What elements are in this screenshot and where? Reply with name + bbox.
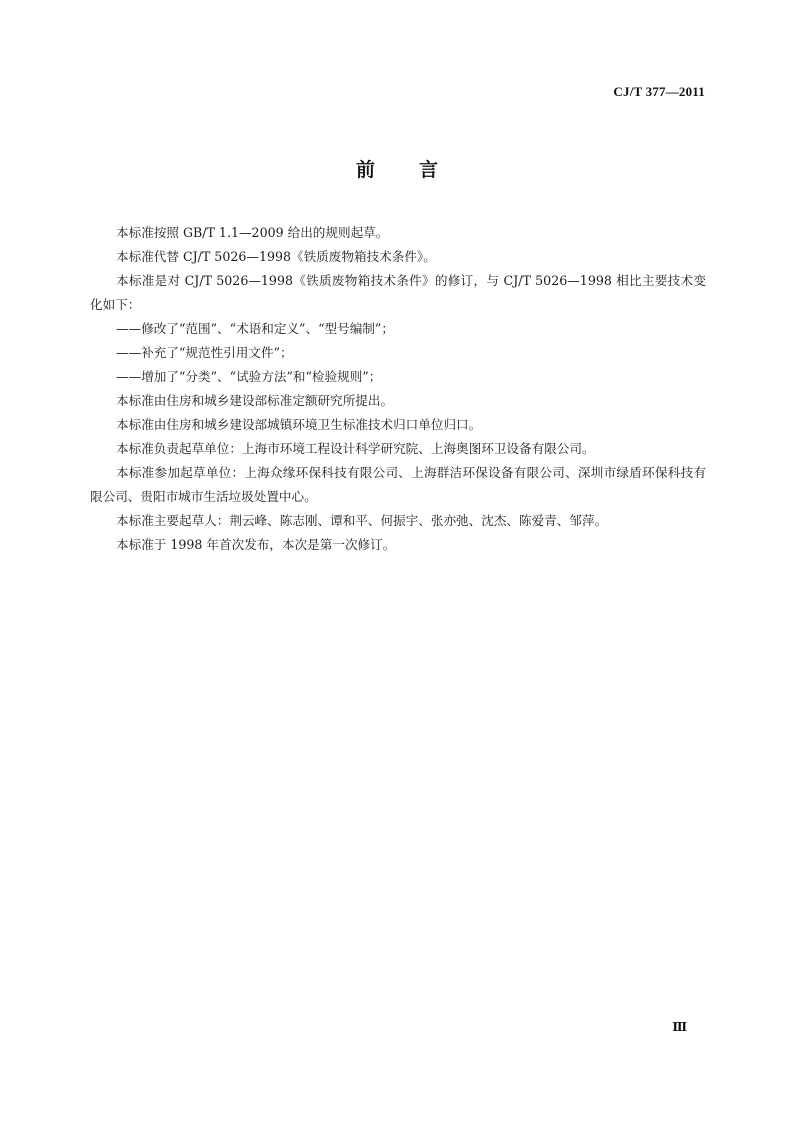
- paragraph-proposed-by: 本标准由住房和城乡建设部标准定额研究所提出。: [116, 393, 394, 408]
- paragraph-revision-summary: 本标准是对 CJ/T 5026—1998《铁质废物箱技术条件》的修订，与 CJ/T 5026—1998 相比主要技术变化如下：: [90, 273, 706, 312]
- list-item-added: ——增加了“分类”、“试验方法”和“检验规则”；: [116, 369, 382, 384]
- page-number: Ⅲ: [672, 1020, 687, 1034]
- paragraph-main-authors: 本标准主要起草人：荆云峰、陈志刚、谭和平、何振宇、张亦弛、沈杰、陈爱青、邹萍。: [116, 513, 608, 528]
- page-title: 前言: [355, 159, 482, 181]
- paragraph-publication-history: 本标准于 1998 年首次发布，本次是第一次修订。: [116, 537, 396, 552]
- paragraph-drafting-rules: 本标准按照 GB/T 1.1—2009 给出的规则起草。: [116, 225, 389, 240]
- list-item-supplemented: ——补充了“规范性引用文件”；: [116, 345, 293, 360]
- paragraph-participating-drafters: 本标准参加起草单位：上海众缘环保科技有限公司、上海群洁环保设备有限公司、深圳市绿盾环保科技有限公司、贵阳市城市生活垃圾处置中心。: [90, 465, 706, 504]
- list-item-modified: ——修改了“范围”、“术语和定义”、“型号编制”；: [116, 321, 394, 336]
- document-id: CJ/T 377—2011: [613, 84, 705, 99]
- paragraph-lead-drafters: 本标准负责起草单位：上海市环境工程设计科学研究院、上海奥图环卫设备有限公司。: [116, 441, 595, 456]
- paragraph-replaces: 本标准代替 CJ/T 5026—1998《铁质废物箱技术条件》。: [116, 249, 436, 264]
- paragraph-centralized-by: 本标准由住房和城乡建设部城镇环境卫生标准技术归口单位归口。: [116, 417, 482, 432]
- foreword-body: [90, 221, 706, 557]
